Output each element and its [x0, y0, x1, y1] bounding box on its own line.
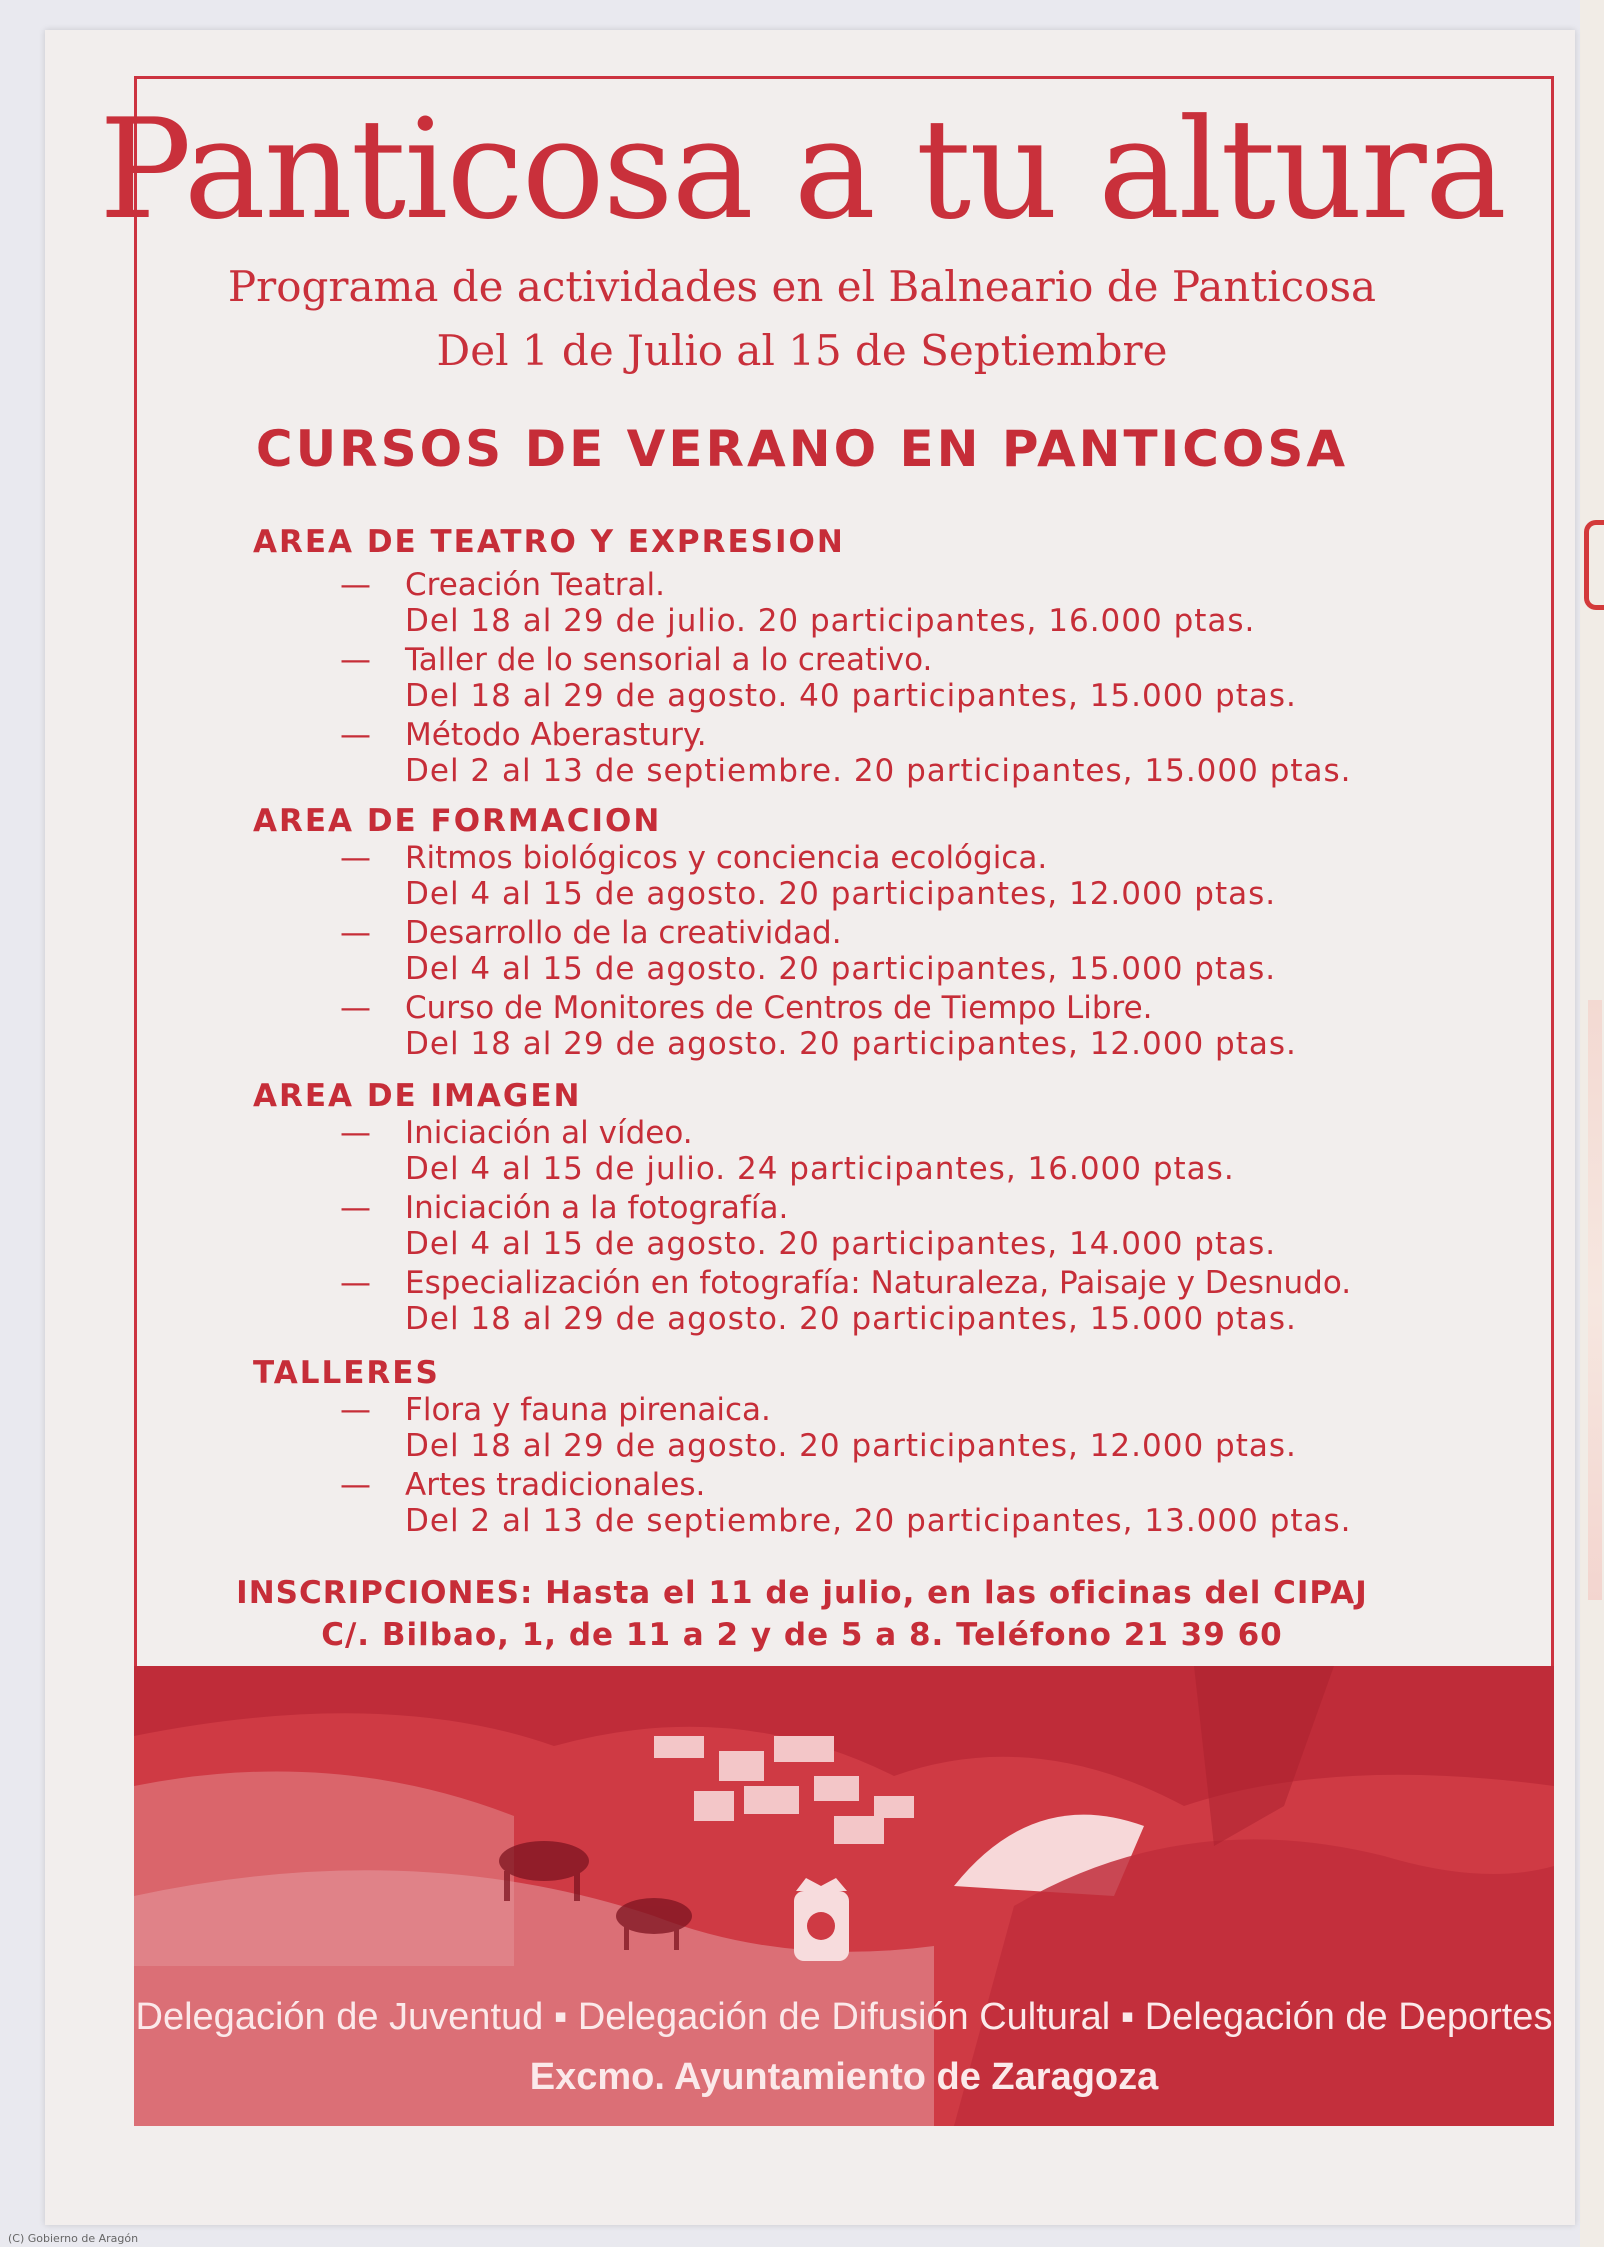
course-title-text: Curso de Monitores de Centros de Tiempo Libre. — [405, 990, 1153, 1026]
inscripciones-line2: C/. Bilbao, 1, de 11 a 2 y de 5 a 8. Teléfono 21 39 60 — [321, 1617, 1283, 1653]
course-title — [340, 840, 1047, 876]
dash: — — [340, 990, 371, 1026]
course-detail: Del 18 al 29 de agosto. 20 participantes, 12.000 ptas. — [405, 1026, 1297, 1062]
course-detail: Del 18 al 29 de julio. 20 participantes, 16.000 ptas. — [405, 603, 1256, 639]
adjacent-page-mark — [1584, 520, 1604, 610]
coat-of-arms — [794, 1878, 849, 1961]
course-title-text: Creación Teatral. — [405, 567, 666, 603]
course-detail: Del 2 al 13 de septiembre. 20 participantes, 15.000 ptas. — [405, 753, 1352, 789]
course-title-text: Ritmos biológicos y conciencia ecológica. — [405, 840, 1048, 876]
main-heading: CURSOS DE VERANO EN PANTICOSA — [255, 420, 1349, 478]
poster-subtitle: Programa de actividades en el Balneario de Panticosa — [227, 262, 1377, 311]
area-heading-talleres: TALLERES — [253, 1355, 440, 1391]
course-title-text: Taller de lo sensorial a lo creativo. — [405, 642, 933, 678]
footer-council: Excmo. Ayuntamiento de Zaragoza — [529, 2056, 1159, 2098]
course-detail: Del 4 al 15 de agosto. 20 participantes, 12.000 ptas. — [405, 876, 1277, 912]
area-heading-imagen: AREA DE IMAGEN — [253, 1078, 582, 1114]
course-title-text: Flora y fauna pirenaica. — [405, 1392, 771, 1428]
course-title — [340, 990, 1153, 1026]
dash: — — [340, 1265, 371, 1301]
dash: — — [340, 642, 371, 678]
course-detail: Del 18 al 29 de agosto. 20 participantes, 15.000 ptas. — [405, 1301, 1297, 1337]
course-title — [340, 1467, 705, 1503]
dash: — — [340, 1190, 371, 1226]
course-title-text: Método Aberastury. — [405, 717, 707, 753]
course-title-text: Iniciación a la fotografía. — [405, 1190, 789, 1226]
dash: — — [340, 1467, 371, 1503]
adjacent-page-stain — [1588, 1000, 1602, 1600]
course-title — [340, 1392, 771, 1428]
course-title — [340, 1190, 788, 1226]
copyright-notice: (C) Gobierno de Aragón — [8, 2232, 139, 2245]
area-heading-formacion: AREA DE FORMACION — [253, 803, 662, 839]
course-detail: Del 2 al 13 de septiembre, 20 participantes, 13.000 ptas. — [405, 1503, 1352, 1539]
course-title-text: Desarrollo de la creatividad. — [405, 915, 842, 951]
course-detail: Del 4 al 15 de agosto. 20 participantes, 15.000 ptas. — [405, 951, 1277, 987]
dash: — — [340, 1392, 371, 1428]
course-title — [340, 915, 842, 951]
course-title — [340, 1115, 693, 1151]
course-detail: Del 18 al 29 de agosto. 20 participantes, 12.000 ptas. — [405, 1428, 1297, 1464]
area-heading-teatro: AREA DE TEATRO Y EXPRESION — [253, 524, 845, 560]
course-detail: Del 4 al 15 de julio. 24 participantes, 16.000 ptas. — [405, 1151, 1235, 1187]
dash: — — [340, 915, 371, 951]
course-title — [340, 567, 665, 603]
course-title-text: Especialización en fotografía: Naturaleza, Paisaje y Desnudo. — [405, 1265, 1352, 1301]
course-title-text: Iniciación al vídeo. — [405, 1115, 693, 1151]
dash: — — [340, 1115, 371, 1151]
dash: — — [340, 717, 371, 753]
course-detail: Del 4 al 15 de agosto. 20 participantes, 14.000 ptas. — [405, 1226, 1277, 1262]
poster-dates: Del 1 de Julio al 15 de Septiembre — [436, 326, 1168, 375]
course-detail: Del 18 al 29 de agosto. 40 participantes, 15.000 ptas. — [405, 678, 1297, 714]
poster-title: Panticosa a tu altura — [98, 89, 1506, 250]
inscripciones-line1: INSCRIPCIONES: Hasta el 11 de julio, en las oficinas del CIPAJ — [236, 1575, 1368, 1611]
course-title — [340, 1265, 1351, 1301]
dash: — — [340, 840, 371, 876]
course-title — [340, 642, 932, 678]
landscape-illustration — [134, 1666, 1554, 2126]
footer-delegations: Delegación de Juventud ▪ Delegación de Difusión Cultural ▪ Delegación de Deportes — [135, 1996, 1553, 2038]
course-title-text: Artes tradicionales. — [405, 1467, 706, 1503]
dash: — — [340, 567, 371, 603]
course-title — [340, 717, 707, 753]
